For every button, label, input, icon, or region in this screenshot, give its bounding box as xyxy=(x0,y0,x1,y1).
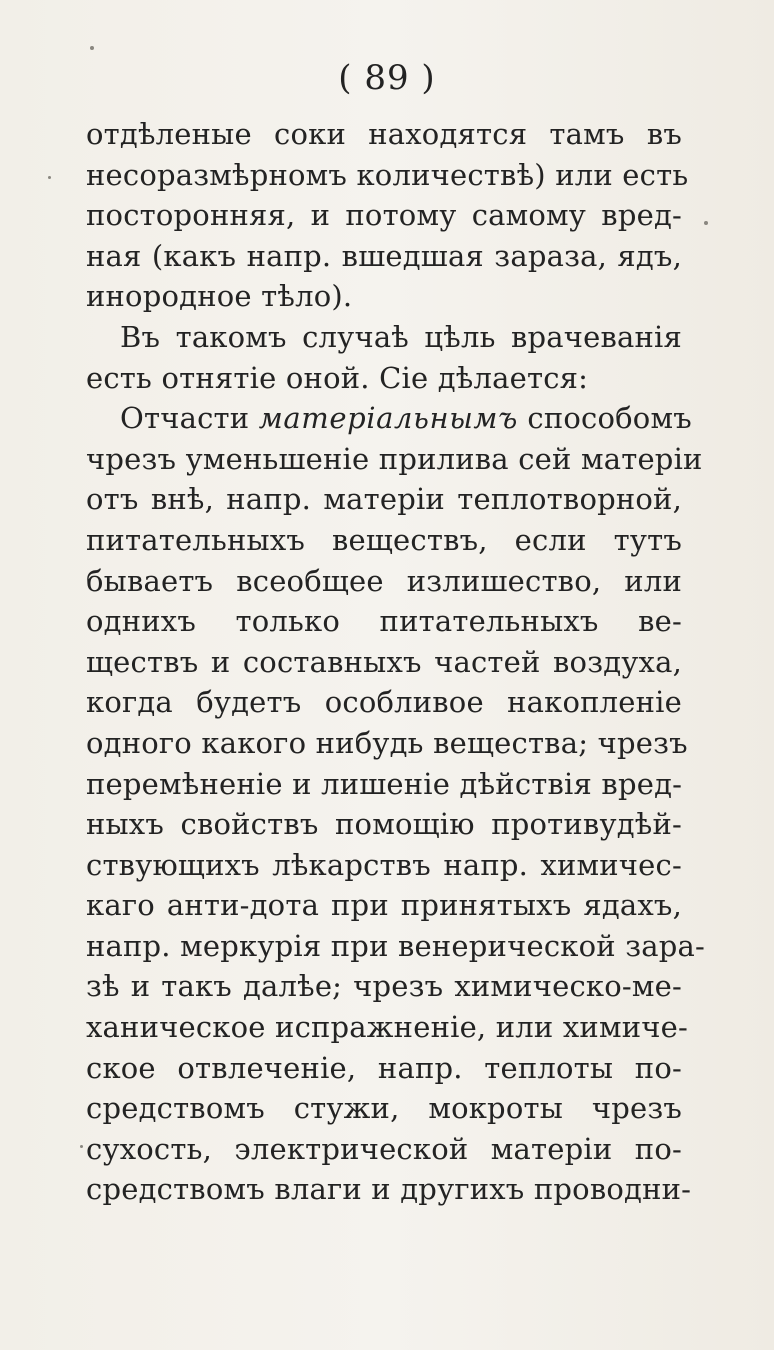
text-line: одного какого нибудь вещества; чрезъ xyxy=(86,725,688,760)
text-line: зѣ и такъ далѣе; чрезъ химическо-ме- xyxy=(86,969,682,1004)
text-line: ское отвлеченіе, напр. теплоты по- xyxy=(86,1050,682,1085)
text-line: напр. меркурія при венерической зара- xyxy=(86,928,705,963)
body-text xyxy=(86,114,705,1210)
text-line: ствующихъ лѣкарствъ напр. химичес- xyxy=(86,847,682,882)
ink-speck xyxy=(80,1145,83,1148)
text-line: питательныхъ веществъ, если тутъ xyxy=(86,522,682,557)
text-line: посторонняя, и потому самому вред- xyxy=(86,198,682,233)
text-line: однихъ только питательныхъ ве- xyxy=(86,604,682,639)
text-line: чрезъ уменьшеніе прилива сей матеріи xyxy=(86,441,703,476)
text-line xyxy=(86,398,692,439)
text-line: средствомъ стужи, мокроты чрезъ xyxy=(86,1091,682,1126)
text-line: сухость, электрической матеріи по- xyxy=(86,1131,682,1166)
text-line: средствомъ влаги и другихъ проводни- xyxy=(86,1172,692,1207)
ink-speck xyxy=(48,176,51,179)
ink-speck xyxy=(90,46,94,50)
text-line: перемѣненіе и лишеніе дѣйствія вред- xyxy=(86,766,683,801)
ink-speck xyxy=(704,221,708,225)
text-line: ныхъ свойствъ помощію противудѣй- xyxy=(86,807,682,842)
text-line: несоразмѣрномъ количествѣ) или есть xyxy=(86,157,689,192)
text-line: ществъ и составныхъ частей воздуха, xyxy=(86,644,682,679)
text-line: ная (какъ напр. вшедшая зараза, ядъ, xyxy=(86,238,682,273)
text-line: бываетъ всеобщее излишество, или xyxy=(86,563,682,598)
text-line: Въ такомъ случаѣ цѣль врачеванія xyxy=(120,319,682,354)
text-line: инородное тѣло). xyxy=(86,279,353,314)
text-line: отъ внѣ, напр. матеріи теплотворной, xyxy=(86,482,682,517)
text-line: каго анти-дота при принятыхъ ядахъ, xyxy=(86,888,682,923)
text-line: есть отнятіе оной. Сіе дѣлается: xyxy=(86,360,589,395)
text-line: ханическое испражненіе, или химиче- xyxy=(86,1010,688,1045)
page-number: ( 89 ) xyxy=(338,58,436,98)
text-line: когда будетъ особливое накопленіе xyxy=(86,685,682,720)
text-line: отдѣленые соки находятся тамъ въ xyxy=(86,117,682,151)
line-text: способомъ xyxy=(527,401,692,436)
line-text: Отчасти xyxy=(120,401,250,436)
italic-term: матеріальнымъ xyxy=(258,401,518,436)
